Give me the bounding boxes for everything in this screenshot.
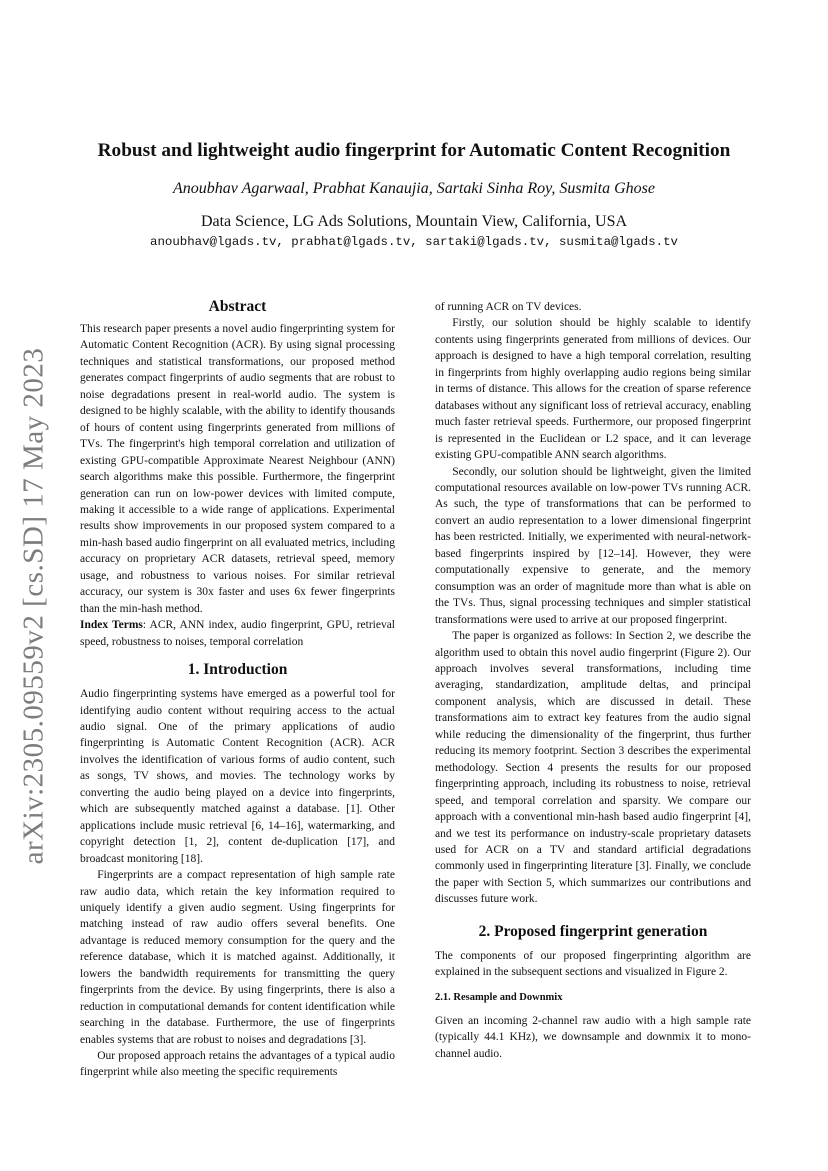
paper-emails: anoubhav@lgads.tv, prabhat@lgads.tv, sartaki@lgads.tv, susmita@lgads.tv (150, 235, 678, 249)
index-terms-text: : ACR, ANN index, audio fingerprint, GPU, retrieval speed, robustness to noises, temporal correlation (80, 619, 395, 648)
abstract-heading: Abstract (208, 298, 267, 315)
paper-title: Robust and lightweight audio fingerprint for Automatic Content Recognition (97, 140, 731, 161)
paper-authors: Anoubhav Agarwaal, Prabhat Kanaujia, Sartaki Sinha Roy, Susmita Ghose (173, 180, 655, 197)
intro-paragraph-4: Firstly, our solution should be highly scalable to identify contents using fingerprints generated from millions of devices. Our approach is designed to have a high temporal correlation, resulting in fingerprints from highly overlapping audio regions being similar in terms of distance. This allows for the creation of sparse reference databases without any significant loss of retrieval accuracy, enabling much faster retrieval speeds. Furthermore, our proposed fingerprint is represented in the Euclidean or L2 space, and it can leverage existing GPU-compatible ANN search algorithms. (435, 317, 751, 462)
proposed-heading: 2. Proposed fingerprint generation (478, 922, 708, 940)
intro-paragraph-5: Secondly, our solution should be lightweight, given the limited computational resources available on low-power TVs running ACR. As such, the type of transformations that can be performed to convert an audio representation to a lower dimensional fingerprint has been restricted. Initially, we experimented with neural-network-based fingerprints inspired by [12–14]. However, they were computationally expensive to generate, and the memory consumption was an order of magnitude more than what is able on the TVs. Thus, signal processing techniques and simpler statistical transformations were used to arrive at our proposed fingerprint. (435, 465, 751, 626)
paper-affiliation: Data Science, LG Ads Solutions, Mountain View, California, USA (200, 213, 628, 230)
introduction-heading: 1. Introduction (187, 661, 288, 679)
index-terms (80, 617, 395, 650)
left-column (80, 297, 395, 1081)
proposed-intro: The components of our proposed fingerprinting algorithm are explained in the subsequent sections and visualized in Figure 2. (435, 949, 751, 979)
arxiv-identifier-text: arXiv:2305.09559v2 [cs.SD] 17 May 2023 (17, 347, 50, 865)
arxiv-identifier (14, 346, 54, 866)
intro-paragraph-2: Fingerprints are a compact representation of high sample rate raw audio data, which retain the key information required to uniquely identify a given audio segment. Using fingerprints for matching instead of raw audio offers several benefits. One advantage is reduced memory consumption for the query and the reference database, which it is matched against. Additionally, it lowers the bandwidth requirements for transmitting the query fingerprints from the device. By using fingerprints, there is also a reduction in computational demands for content identification while searching in the database. Furthermore, the use of fingerprints enables systems that are robust to noises and degradations [3]. (80, 869, 395, 1046)
intro-paragraph-6: The paper is organized as follows: In Section 2, we describe the algorithm used to obtain this novel audio fingerprint (Figure 2). Our approach involves several transformations, including time averaging, standardization, amplitude deltas, and principal component analysis, which are discussed in detail. These transformations aim to extract key features from the audio signal while reducing the dimensionality of the fingerprint, thus further reducing its memory footprint. Section 3 describes the experimental methodology. Section 4 presents the results for our proposed fingerprinting approach, including its robustness to noise, retrieval speed, and temporal correlation and sparsity. We compare our approach with a conventional min-hash based audio fingerprint [4], and we test its performance on industry-scale proprietary datasets used for ACR on a TV and standard artificial degradations commonly used in fingerprinting literature [3]. Finally, we conclude the paper with Section 5, which summarizes our contributions and discusses future work. (435, 630, 751, 906)
index-terms-label: Index Terms (80, 619, 143, 632)
resample-heading: 2.1. Resample and Downmix (435, 991, 563, 1003)
intro-paragraph-3-continued: of running ACR on TV devices. (435, 301, 582, 313)
right-column (435, 299, 751, 1062)
intro-paragraph-1: Audio fingerprinting systems have emerged as a powerful tool for identifying audio content without requiring access to the actual audio signal. One of the primary applications of audio fingerprinting is Automatic Content Recognition (ACR). ACR involves the identification of various forms of audio content, such as songs, TV shows, and movies. The technology works by converting the audio being played on a device into fingerprints, which are subsequently matched against a database. [1]. Other applications include music retrieval [6, 14–16], watermarking, and copyright detection [1, 2], content de-duplication [17], and broadcast monitoring [18]. (80, 688, 395, 865)
resample-text: Given an incoming 2-channel raw audio with a high sample rate (typically 44.1 KHz), we downsample and downmix it to mono-channel audio. (435, 1014, 751, 1060)
intro-paragraph-3: Our proposed approach retains the advantages of a typical audio fingerprint while also meeting the specific requirements (80, 1050, 395, 1079)
abstract-text: This research paper presents a novel audio fingerprinting system for Automatic Content Recognition (ACR). By using signal processing techniques and statistical transformations, our proposed method generates compact fingerprints of audio segments that are robust to noise degradations present in real-world audio. The system is designed to be highly scalable, with the ability to identify thousands of hours of content using fingerprints generated from millions of TVs. The fingerprint's high temporal correlation and utilization of existing GPU-compatible Approximate Nearest Neighbour (ANN) search algorithms make this possible. Furthermore, the fingerprint generation can run on low-power devices with limited compute, making it accessible to a wide range of applications. Experimental results show improvements in our proposed system compared to a min-hash based audio fingerprint on all evaluated metrics, including accuracy on proprietary ACR datasets, retrieval speed, memory usage, and robustness to various noises. For similar retrieval accuracy, our system is 30x faster and uses 6x fewer fingerprints than the min-hash method. (80, 323, 395, 615)
